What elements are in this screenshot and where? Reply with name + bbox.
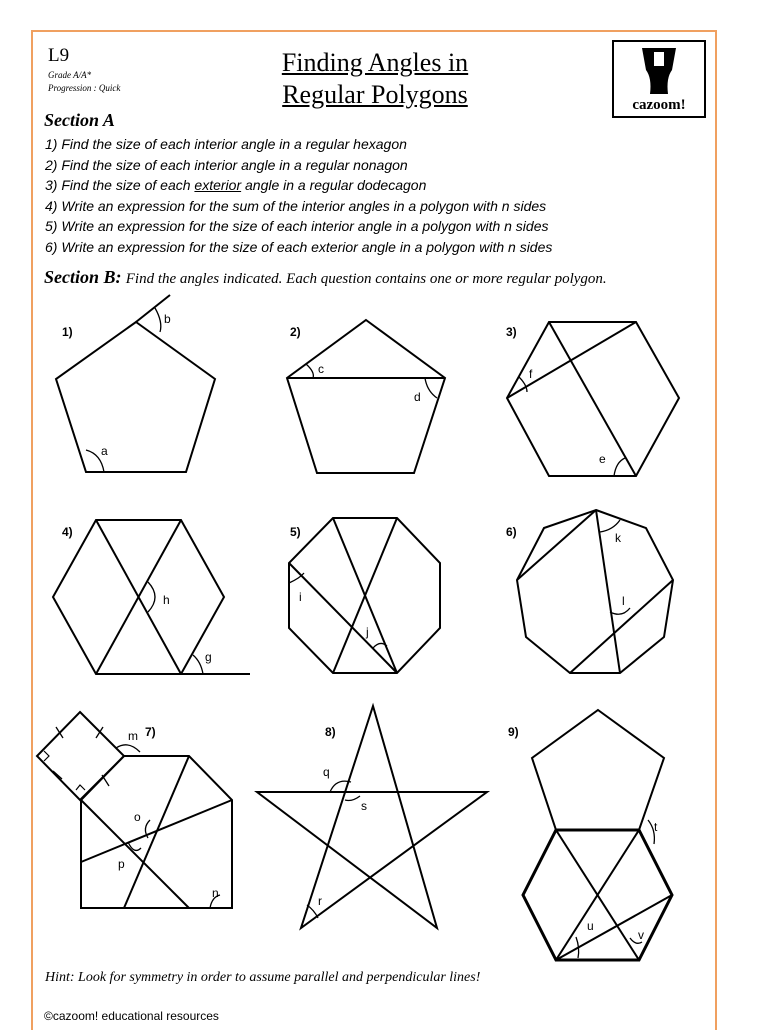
angle-label-o: o: [134, 810, 141, 824]
figure-4-hexagon: [53, 520, 250, 674]
angle-label-v: v: [638, 928, 644, 942]
section-b-instruction: Find the angles indicated. Each question contains one or more regular polygon.: [125, 271, 607, 287]
angle-label-b: b: [164, 312, 171, 326]
angle-label-q: q: [323, 765, 330, 779]
lesson-code: L9: [48, 45, 70, 66]
angle-label-s: s: [361, 799, 367, 813]
question-text: 3) Find the size of each: [45, 177, 195, 194]
page-title-line1: Finding Angles in: [281, 48, 469, 77]
angle-label-k: k: [615, 531, 621, 545]
angle-label-p: p: [118, 857, 125, 871]
figure-8-star: [257, 706, 487, 928]
angle-label-f: f: [529, 367, 533, 381]
angle-label-c: c: [318, 362, 324, 376]
question-text: 2) Find the size of each interior angle in a regular nonagon: [45, 156, 408, 173]
progression-label: Progression : Quick: [48, 83, 121, 93]
figure-number-5: 5): [290, 525, 301, 539]
question-text: 6) Write an expression for the size of each exterior angle in a polygon with n sides: [45, 239, 553, 255]
angle-label-u: u: [587, 919, 594, 933]
angle-labels: [101, 312, 658, 942]
hint-text: Hint: Look for symmetry in order to assume parallel and perpendicular lines!: [45, 970, 481, 985]
angle-label-r: r: [318, 894, 322, 908]
figure-number-6: 6): [506, 525, 517, 539]
section-b-heading: Section B:: [44, 267, 122, 287]
angle-label-m: m: [128, 729, 138, 743]
angle-label-n: n: [212, 886, 219, 900]
figure-2-pentagon: [287, 320, 445, 473]
angle-label-a: a: [101, 444, 108, 458]
question-text: 4) Write an expression for the sum of the interior angles in a polygon with n sides: [45, 197, 547, 214]
figure-number-4: 4): [62, 525, 73, 539]
angle-label-g: g: [205, 650, 212, 664]
figure-1-pentagon: [56, 295, 215, 472]
figure-number-3: 3): [506, 325, 517, 339]
angle-label-i: i: [299, 590, 302, 604]
page-title-line2: Regular Polygons: [282, 80, 468, 109]
question-emphasis: exterior: [194, 177, 242, 194]
angle-label-t: t: [654, 820, 658, 834]
angle-label-l: l: [622, 594, 625, 608]
question-text: 1) Find the size of each interior angle in a regular hexagon: [45, 136, 407, 152]
angle-label-j: j: [366, 625, 369, 639]
figure-number-2: 2): [290, 325, 301, 339]
figure-5-octagon: [289, 518, 440, 673]
angle-label-d: d: [414, 390, 421, 404]
question-text-end: angle in a regular dodecagon: [241, 177, 427, 194]
grade-label: Grade A/A*: [48, 70, 92, 80]
figure-number-7: 7): [145, 725, 156, 739]
angle-label-e: e: [599, 452, 606, 466]
figure-6-nonagon: [517, 510, 673, 673]
figure-number-1: 1): [62, 325, 73, 339]
copyright-text: ©cazoom! educational resources: [44, 1009, 219, 1023]
figure-number-8: 8): [325, 725, 336, 739]
figure-3-hexagon: [507, 322, 679, 476]
section-a-heading: Section A: [44, 110, 115, 130]
figure-9-pentagon-hexagon: [523, 710, 672, 960]
question-text: 5) Write an expression for the size of each interior angle in a polygon with n sides: [45, 218, 549, 235]
logo-text: cazoom!: [632, 97, 686, 113]
angle-label-h: h: [163, 593, 170, 607]
figure-number-9: 9): [508, 725, 519, 739]
